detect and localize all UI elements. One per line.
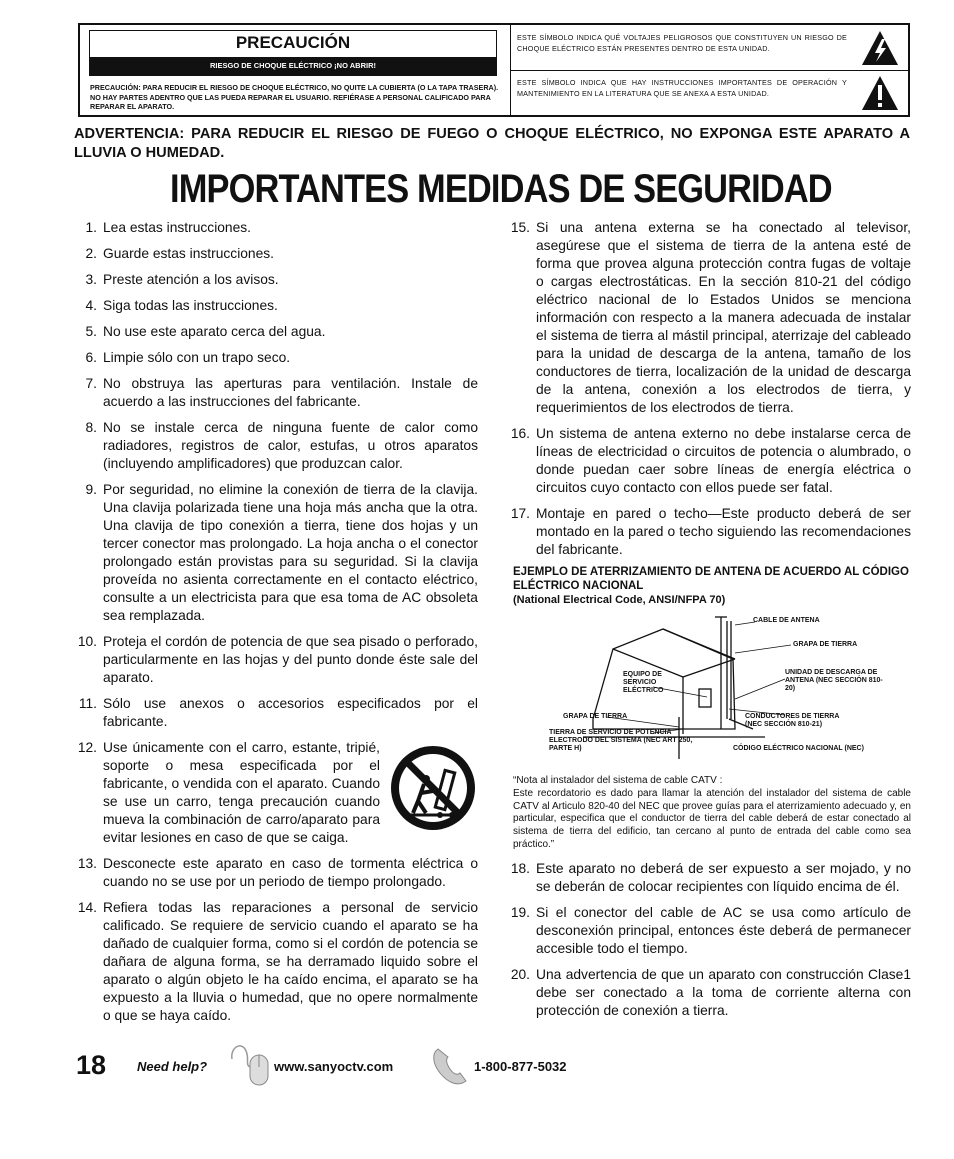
item-number: 5. [85,324,97,339]
item-number: 14. [77,900,97,915]
cart-tipover-warning-icon [388,743,478,833]
item-text: Proteja el cordón de potencia de que sea pisado o perforado, particularmente en las hojas y del punto donde éste sale del aparato. [103,634,478,685]
phone-icon [430,1045,472,1087]
item-text: Preste atención a los avisos. [103,272,279,287]
item-text: Por seguridad, no elimine la conexión de tierra de la clavija. Una clavija polarizada tiene una hoja más ancha que la otra. Una clavija de tipo conexión a tierra, tiene dos hojas y un tercer conector mas prolongado. La hoja ancha o el conector prolongado están provistas para su seguridad. Si la clavija proveída no asienta correctamente en el contacto eléctrico, consulte a un electricista para que esa toma de AC obsoleta sea remplazada. [103,482,478,623]
item-number: 6. [85,350,97,365]
label-nec: CÓDIGO ELÉCTRICO NACIONAL (NEC) [733,745,864,752]
list-item [503,860,911,896]
item-text: Desconecte este aparato en caso de tormenta eléctrica o cuando no se use por un periodo de tiempo prolongado. [103,856,478,889]
list-item [70,219,478,237]
caution-title: PRECAUCIÓN [235,33,351,52]
item-number: 4. [85,298,97,313]
lightning-warning-icon [860,29,900,67]
caution-symbols-panel [511,25,908,115]
list-item [503,904,911,958]
item-number: 12. [77,740,97,755]
item-text: Limpie sólo con un trapo seco. [103,350,291,365]
label-antenna-cable: CABLE DE ANTENA [753,617,820,624]
diagram-subtitle: (National Electrical Code, ANSI/NFPA 70) [513,594,726,606]
left-column [70,219,478,1033]
antenna-grounding-diagram [503,609,911,775]
exclamation-warning-icon [860,74,900,112]
item-number: 11. [78,696,97,711]
fire-shock-warning: ADVERTENCIA: PARA REDUCIR EL RIESGO DE FUEGO O CHOQUE ELÉCTRICO, NO EXPONGA ESTE APARATO A LLUVIA O HUMEDAD. [74,126,910,161]
item-number: 19. [510,904,530,920]
caution-bar: RIESGO DE CHOQUE ELÉCTRICO ¡NO ABRIR! [90,57,496,75]
symbol-voltage-text: ESTE SÍMBOLO INDICA QUÉ VOLTAJES PELIGROSOS QUE CONSTITUYEN UN RIESGO DE CHOQUE ELÉCTRICO ESTÁN PRESENTES DENTRO DE ESTA UNIDAD. [517,33,847,53]
item-text: Si una antena externa se ha conectado al televisor, asegúrese que el sistema de tierra de la antena esté de forma que provea alguna protección contra fugas de voltaje o cargas electrostáticas. En la sección 810-21 del código eléctrico nacional de lo Estados Unidos se menciona información con respecto a la manera adecuada de instalar el sistema de tierra al mástil principal, aterrizaje del cableado para la unidad de descarga de la antena, tamaño de los conductores de tierra, localización de la unidad de descarga de la antena, conexión a los electrodos de tierra, y requerimientos de los electrodos de tierra. [536,220,911,415]
label-ground-clamp-top: GRAPA DE TIERRA [793,641,858,648]
item-text: Use únicamente con el carro, estante, tripié, soporte o mesa especificada por el fabricante, o vendida con el aparato. Cuando se use un carro, tenga precaución cuando mueva la combinación de carro/aparato para evitar lesiones en caso de que se caiga. [103,740,380,845]
caution-left-panel [80,25,511,115]
caution-title-box [89,30,497,76]
diagram-title: EJEMPLO DE ATERRIZAMIENTO DE ANTENA DE ACUERDO AL CÓDIGO ELÉCTRICO NACIONAL [513,566,909,592]
symbol-row-instructions [511,70,908,115]
list-item [70,855,478,891]
list-item [70,349,478,367]
item-text: Lea estas instrucciones. [103,220,252,235]
list-item [70,481,478,625]
item-number: 1. [85,220,97,235]
item-text: Guarde estas instrucciones. [103,246,275,261]
catv-installer-note [513,775,911,852]
list-item [70,695,478,731]
page-title: IMPORTANTES MEDIDAS DE SEGURIDAD [170,167,832,211]
item-number: 10. [77,634,97,649]
label-service-equipment: EQUIPO DE SERVICIO ELÉCTRICO [623,671,664,694]
list-item [70,739,478,847]
item-number: 15. [510,220,530,235]
list-item [70,245,478,263]
item-text: Siga todas las instrucciones. [103,298,278,313]
mouse-icon [228,1037,272,1087]
item-number: 2. [85,246,97,261]
list-item [70,375,478,411]
page-number: 18 [76,1050,107,1080]
item-text: Si el conector del cable de AC se usa como artículo de desconexión principal, entonces éste deberá de permanecer accesible todo el tiempo. [536,904,911,956]
right-column [503,219,911,1028]
list-item [503,219,911,417]
item-number: 13. [77,856,97,871]
list-item [70,297,478,315]
item-text: No se instale cerca de ninguna fuente de calor como radiadores, registros de calor, estufas, u otros aparatos (incluyendo amplificadores) que produzcan calor. [103,420,478,471]
item-text: Un sistema de antena externo no debe instalarse cerca de líneas de electricidad o circuitos de potencia o alumbrado, o donde puedan caer sobre líneas de energía eléctrica o circuitos cuyo contacto con ellos puede ser fatal. [536,426,911,495]
item-text: Sólo use anexos o accesorios especificados por el fabricante. [103,696,478,729]
phone-number: 1-800-877-5032 [474,1059,567,1074]
item-number: 17. [510,506,530,521]
item-text: No obstruya las aperturas para ventilación. Instale de acuerdo a las instrucciones del fabricante. [103,376,478,409]
label-ground-clamp-left: GRAPA DE TIERRA [563,713,628,720]
caution-box [78,23,910,117]
item-number: 18. [510,860,530,876]
item-text: Refiera todas las reparaciones a personal de servicio calificado. Se requiere de servicio cuando el aparato se ha dañado de cualquier forma, como si el cordón de potencia se dañara de alguna forma, se ha derramado liquido sobre el aparato o algún objeto le ha caído encima, el aparato se ha expuesto a la lluvia o humedad, que no opere normalmente o que se haya caído. [103,900,478,1023]
symbol-instructions-text: ESTE SÍMBOLO INDICA QUE HAY INSTRUCCIONES IMPORTANTES DE OPERACIÓN Y MANTENIMIENTO EN LA LITERATURA QUE SE ANEXA A ESTA UNIDAD. [517,78,847,98]
list-item [70,633,478,687]
item-number: 20. [510,966,530,982]
label-ground-conductors: CONDUCTORES DE TIERRA (NEC SECCIÓN 810-21) [745,713,840,728]
list-item [503,966,911,1020]
item-number: 9. [85,482,97,497]
list-item [70,899,478,1025]
item-number: 8. [85,420,97,435]
item-number: 7. [85,376,97,391]
item-text: No use este aparato cerca del agua. [103,324,326,339]
symbol-row-voltage [511,25,908,71]
item-text: Este aparato no deberá de ser expuesto a ser mojado, y no se deberán de colocar recipientes con líquido encima de él. [536,860,911,894]
list-item [503,425,911,497]
item-text: Una advertencia de que un aparato con construcción Clase1 debe ser conectado a la toma de corriente alterna con protección de conexión a tierra. [536,966,911,1018]
need-help-text: Need help? [137,1059,208,1074]
list-item [503,505,911,559]
caution-text: PRECAUCIÓN: PARA REDUCIR EL RIESGO DE CHOQUE ELÉCTRICO, NO QUITE LA CUBIERTA (O LA TAPA TRASERA). NO HAY PARTES ADENTRO QUE LAS PUEDA REPARAR EL USUARIO. REFIÉRASE A PERSONAL CALIFICADO PARA REPARAR EL APARATO. [90,83,499,111]
label-power-ground: TIERRA DE SERVICIO DE POTENCIA ELECTRODO DEL SISTEMA (NEC ART 250, PARTE H) [549,729,693,752]
item-text: Montaje en pared o techo—Este producto deberá de ser montado en la pared o techo siguiendo las recomendaciones del fabricante. [536,506,911,557]
item-number: 16. [510,426,530,441]
website-link[interactable]: www.sanyoctv.com [274,1059,394,1074]
label-discharge-unit: UNIDAD DE DESCARGA DE ANTENA (NEC SECCIÓN 810-20) [785,669,883,692]
list-item [70,323,478,341]
list-item [70,419,478,473]
list-item [70,271,478,289]
note-heading: “Nota al instalador del sistema de cable CATV : [513,775,723,786]
note-body: Este recordatorio es dado para llamar la atención del instalador del sistema de cable CATV al Articulo 820-40 del NEC que provee guías para el aterrizamiento adecuado y, en particular, especifica que el conductor de tierra del cable deberá de estar conectado al sistema de tierra del edificio, tan cercano al punto de entrada del cable como sea práctico.” [513,787,911,850]
item-number: 3. [85,272,97,287]
